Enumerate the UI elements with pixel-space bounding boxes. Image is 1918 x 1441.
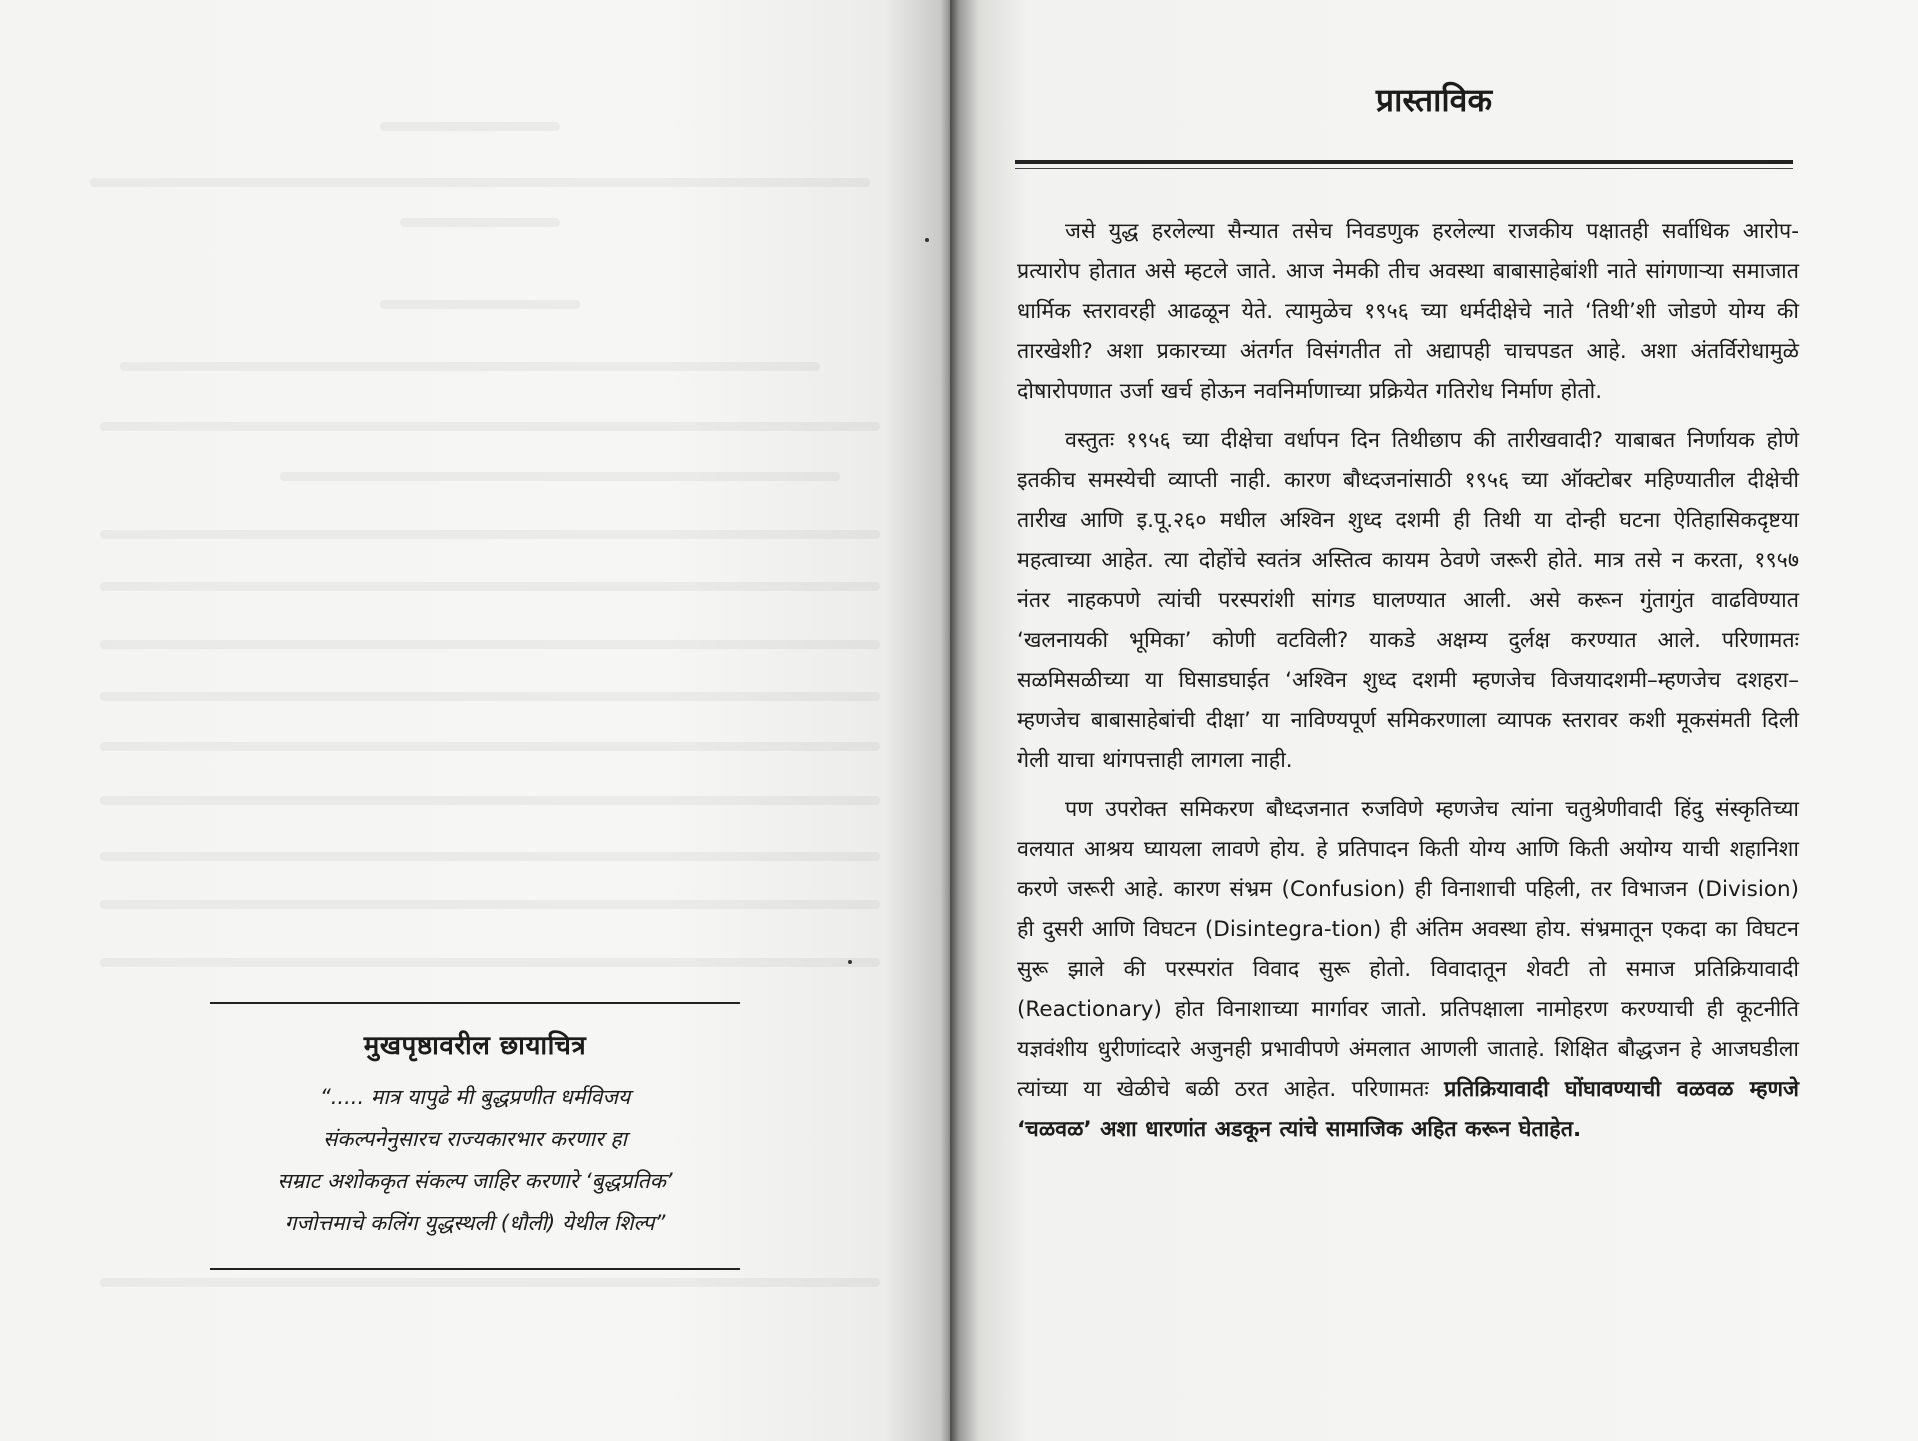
show-through-line [90,178,870,187]
caption-line: “..... मात्र यापुढे मी बुद्धप्रणीत धर्मविजय [319,1085,631,1109]
show-through-line [400,218,560,227]
body-text [1017,212,1799,1159]
show-through-line [100,958,880,967]
left-page [0,0,950,1441]
paragraph-bold-conclusion: प्रतिक्रियावादी घोंघावण्याची वळवळ म्हणजे ‘चळवळ’ अशा धारणांत अडकून त्यांचे सामाजिक अहित करून घेताहेत. [1017,1077,1799,1142]
print-speck [848,960,852,964]
show-through-line [100,900,880,909]
show-through-line [100,692,880,701]
title-rule-thin [1015,168,1793,169]
caption-line: गजोत्तमाचे कलिंग युद्धस्थली (धौली) येथील शिल्प” [284,1211,666,1235]
show-through-line [100,640,880,649]
show-through-line [100,582,880,591]
show-through-line [100,530,880,539]
cover-photo-caption [210,1002,740,1270]
title-rule [1015,160,1793,164]
right-page [950,0,1918,1441]
paragraph-text: पण उपरोक्त समिकरण बौध्दजनात रुजविणे म्हणजेच त्यांना चतुश्रेणीवादी हिंदु संस्कृतिच्या वलयात आश्रय घ्यायला लावणे होय. हे प्रतिपादन किती योग्य आणि किती अयोग्य याची शहानिशा करणे जरूरी आहे. कारण संभ्रम (Confusion) ही विनाशाची पहिली, तर विभाजन (Division) ही दुसरी आणि विघटन (Disintegra-tion) ही अंतिम अवस्था होय. संभ्रमातून एकदा का विघटन सुरू झाले की परस्परांत विवाद सुरू होतो. विवादातून शेवटी तो समाज प्रतिक्रियावादी (Reactionary) होत विनाशाच्या मार्गावर जातो. प्रतिपक्षाला नामोहरण करण्याची ही कूटनीति यज्ञवंशीय धुरीणांव्दारे अजुनही प्रभावीपणे अंमलात आणली जाताहे. शिक्षित बौद्धजन हे आजघडीला त्यांच्या या खेळीचे बळी ठरत आहेत. परिणामतः [1017,797,1799,1102]
show-through-line [100,422,880,431]
paragraph: वस्तुतः १९५६ च्या दीक्षेचा वर्धापन दिन तिथीछाप की तारीखवादी? याबाबत निर्णायक होणे इतकीच समस्येची व्याप्ती नाही. कारण बौध्दजनांसाठी १९५६ च्या ऑक्टोबर महिण्यातील दीक्षेची तारीख आणि इ.पू.२६० मधील अश्विन शुध्द दशमी ही तिथी या दोन्ही घटना ऐतिहासिकदृष्टया महत्वाच्या आहेत. त्या दोहोंचे स्वतंत्र अस्तित्व कायम ठेवणे जरूरी होते. मात्र तसे न करता, १९५७ नंतर नाहकपणे त्यांची परस्परांशी सांगड घालण्यात आली. असे करून गुंतागुंत वाढविण्यात ‘खलनायकी भूमिका’ कोणी वटविली? याकडे अक्षम्य दुर्लक्ष करण्यात आले. परिणामतः सळमिसळीच्या या घिसाडघाईत ‘अश्विन शुध्द दशमी म्हणजेच विजयादशमी–म्हणजेच दशहरा–म्हणजेच बाबासाहेबांची दीक्षा’ या नाविण्यपूर्ण समिकरणाला व्यापक स्तरावर कशी मूकसंमती दिली गेली याचा थांगपत्ताही लागला नाही. [1017,428,1799,773]
show-through-line [100,742,880,751]
page-title: प्रास्ताविक [1375,81,1493,119]
caption-line: संकल्पनेनुसारच राज्यकारभार करणार हा [323,1127,627,1151]
caption-heading: मुखपृष्ठावरील छायाचित्र [363,1031,587,1061]
show-through-line [100,796,880,805]
show-through-line [120,362,820,371]
show-through-line [380,300,580,309]
caption-line: सम्राट अशोककृत संकल्प जाहिर करणारे ‘बुद्धप्रतिक’ [277,1169,673,1193]
paragraph [1017,790,1799,1150]
show-through-line [380,122,560,131]
show-through-line [280,472,840,481]
show-through-line [100,852,880,861]
print-speck [925,238,929,242]
paragraph: जसे युद्ध हरलेल्या सैन्यात तसेच निवडणुक हरलेल्या राजकीय पक्षातही सर्वाधिक आरोप-प्रत्यारोप होतात असे म्हटले जाते. आज नेमकी तीच अवस्था बाबासाहेबांशी नाते सांगणाऱ्या समाजात धार्मिक स्तरावरही आढळून येते. त्यामुळेच १९५६ च्या धर्मदीक्षेचे नाते ‘तिथी’शी जोडणे योग्य की तारखेशी? अशा प्रकारच्या अंतर्गत विसंगतीत तो अद्यापही चाचपडत आहे. अशा अंतर्विरोधामुळे दोषारोपणात उर्जा खर्च होऊन नवनिर्माणाच्या प्रक्रियेत गतिरोध निर्माण होतो. [1017,219,1799,404]
show-through-line [100,1278,880,1287]
